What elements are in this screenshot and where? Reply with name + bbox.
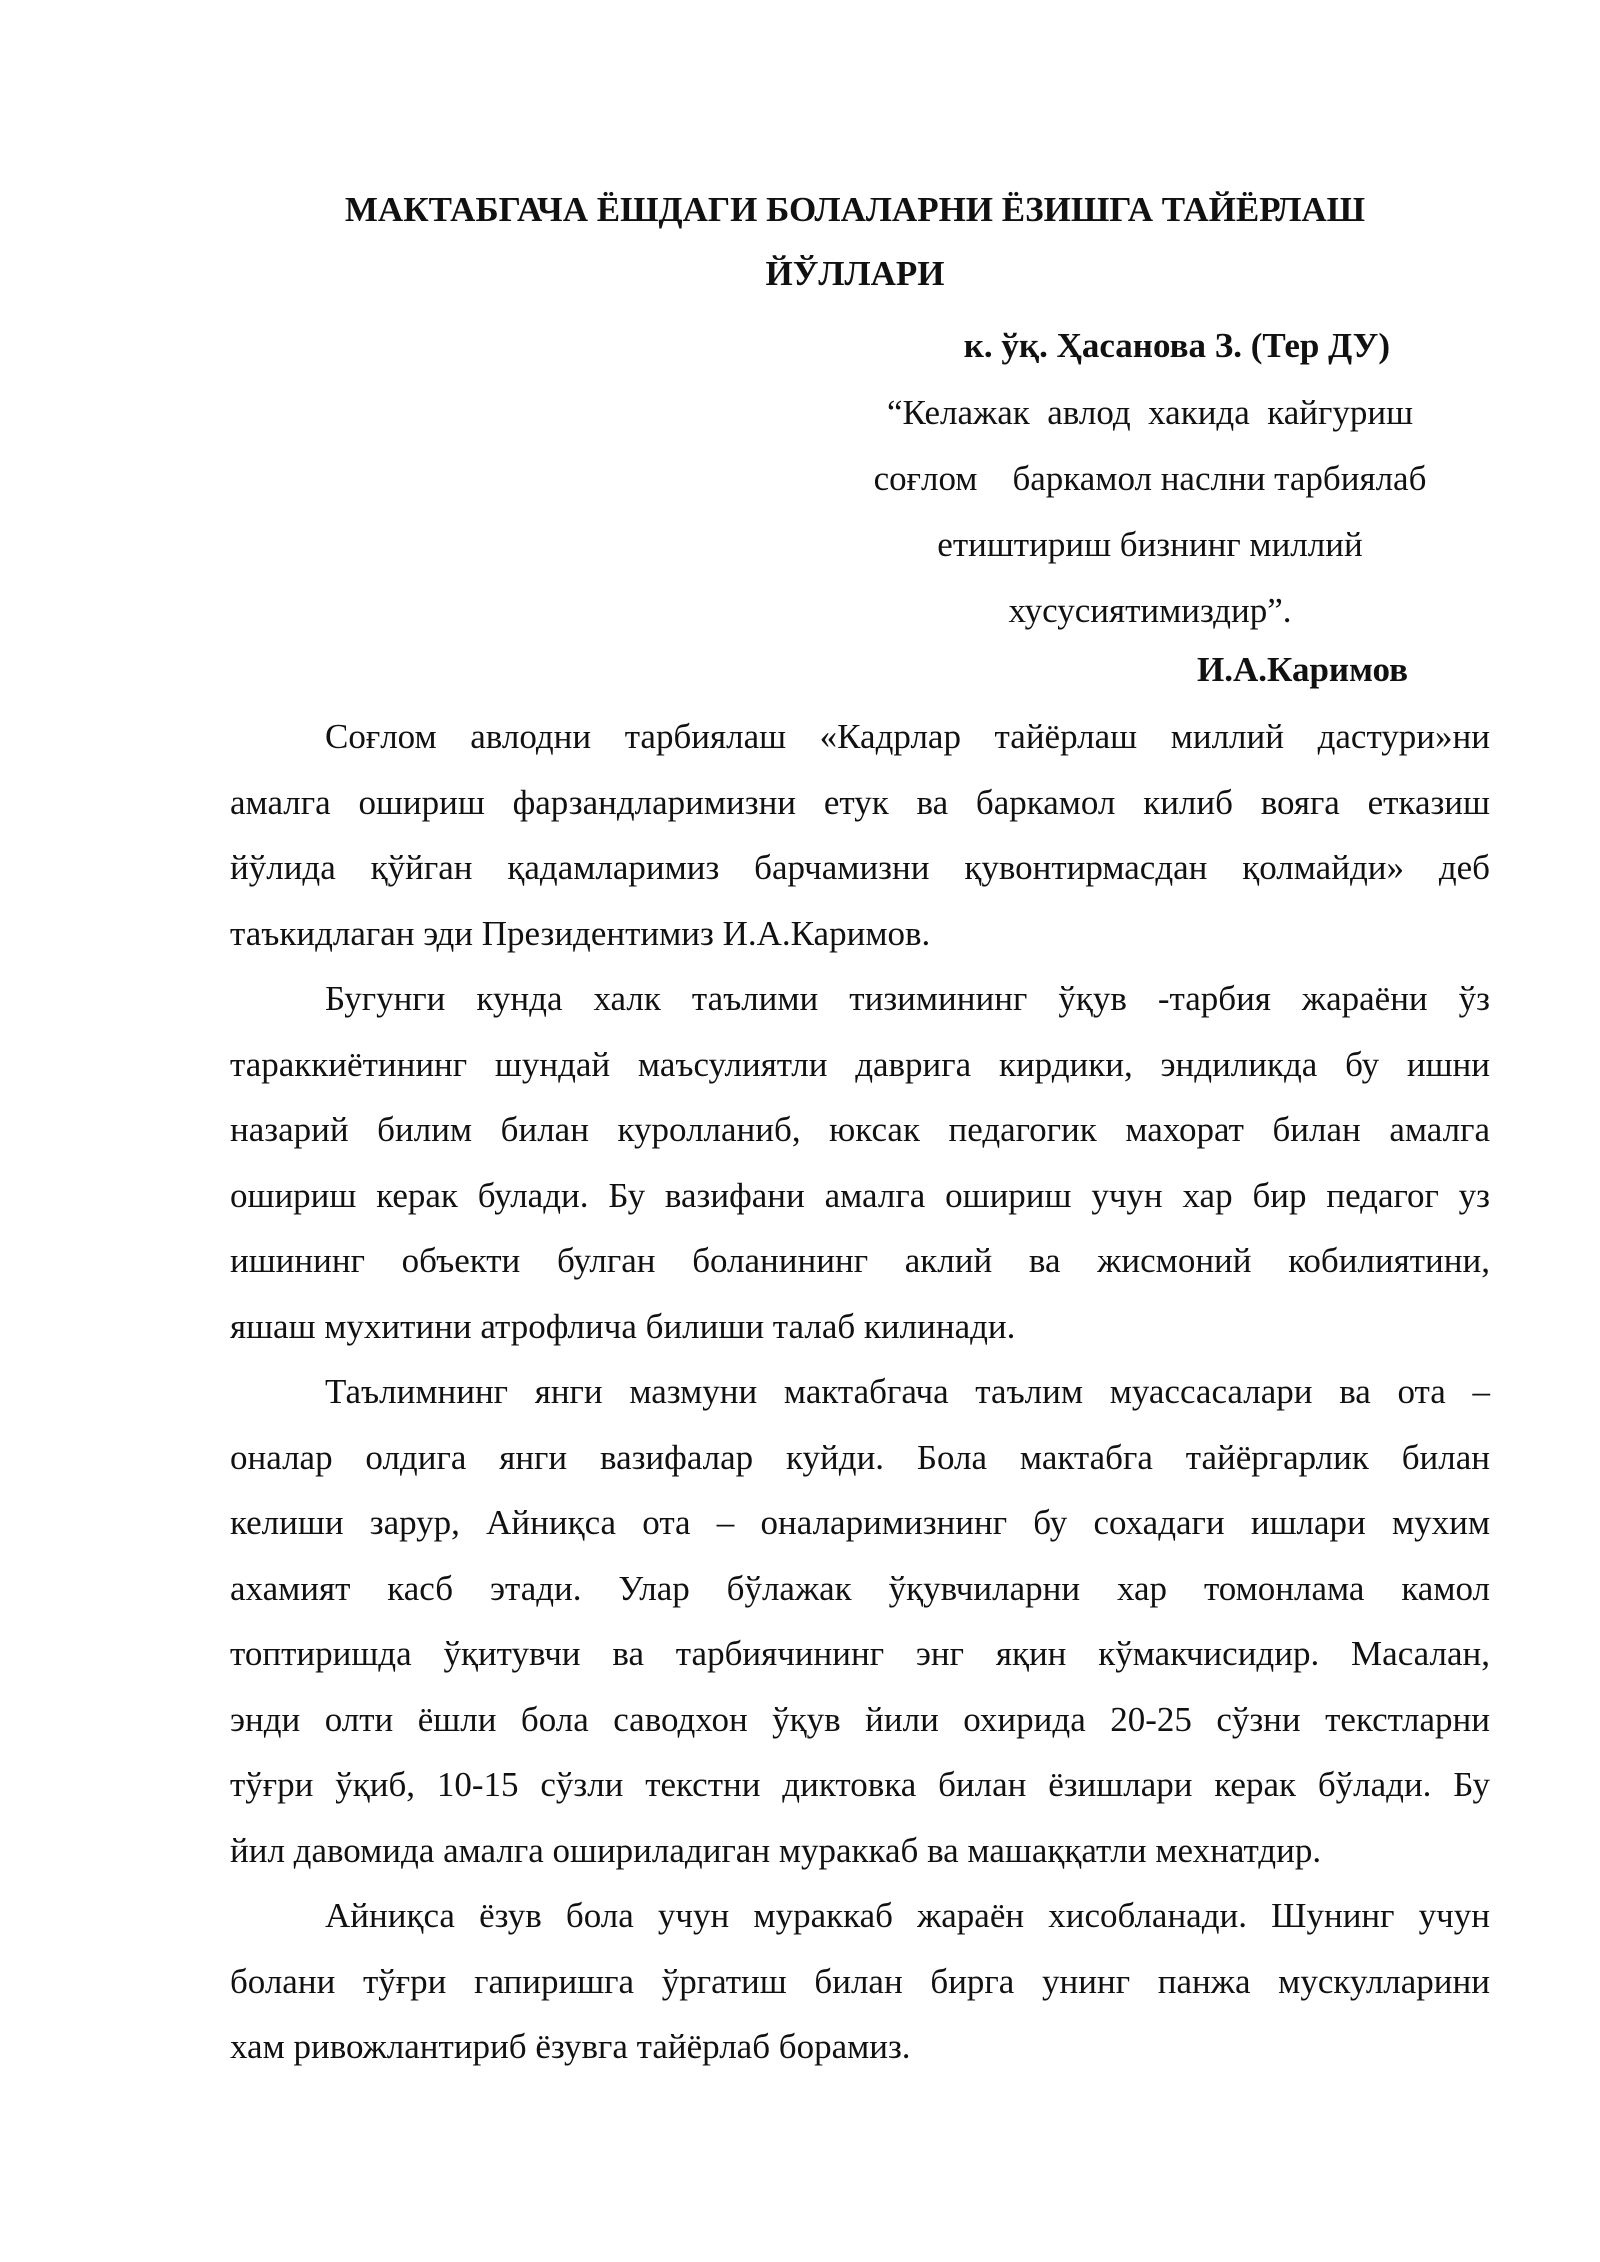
paragraph-2 <box>230 966 1490 1359</box>
paragraph-line: амалга ошириш фарзандларимизни етук ва баркамол килиб вояга етказиш <box>230 782 1490 822</box>
paragraph-line: ахамият касб этади. Улар бўлажак ўқувчиларни хар томонлама камол <box>230 1568 1490 1608</box>
paragraph-line: оналар олдига янги вазифалар куйди. Бола мактабга тайёргарлик билан <box>230 1437 1490 1477</box>
epigraph-line: “Келажак авлод хакида кайгуриш <box>886 393 1414 432</box>
epigraph-author: И.А.Каримов <box>1197 650 1408 689</box>
paragraph-line: келиши зарур, Айниқса ота – оналаримизнинг бу сохадаги ишлари мухим <box>230 1503 1490 1542</box>
body-text <box>230 704 1490 2080</box>
epigraph-line: етиштириш бизнинг миллий <box>937 525 1363 564</box>
paragraph-line: энди олти ёшли бола саводхон ўқув йили охирида 20-25 сўзни текстларни <box>230 1699 1490 1739</box>
paragraph-1 <box>230 704 1490 966</box>
paragraph-line: ошириш керак булади. Бу вазифани амалга ошириш учун хар бир педагог уз <box>230 1175 1490 1215</box>
paragraph-3 <box>230 1359 1490 1883</box>
paragraph-line: болани тўғри гапиришга ўргатиш билан бирга унинг панжа мускулларини <box>230 1961 1490 2001</box>
paragraph-line: яшаш мухитини атрофлича билиши талаб килинади. <box>230 1306 1016 1346</box>
paragraph-line: тараккиётининг шундай маъсулиятли даврига кирдики, эндиликда бу ишни <box>230 1044 1490 1084</box>
paragraph-line: Таълимнинг янги мазмуни мактабгача таълим муассасалари ва ота – <box>325 1372 1490 1411</box>
paragraph-line: таъкидлаган эди Президентимиз И.А.Каримов. <box>230 913 931 953</box>
paragraph-4 <box>230 1883 1490 2080</box>
title-line-1: МАКТАБГАЧА ЁШДАГИ БОЛАЛАРНИ ЁЗИШГА ТАЙЁРЛАШ <box>344 190 1366 229</box>
paragraph-line: Бугунги кунда халк таълими тизимининг ўқув -тарбия жараёни ўз <box>325 979 1490 1018</box>
paragraph-line: Соғлом авлодни тарбиялаш «Кадрлар тайёрлаш миллий дастури»ни <box>325 717 1490 756</box>
paragraph-line: назарий билим билан куролланиб, юксак педагогик махорат билан амалга <box>230 1110 1490 1149</box>
paragraph-line: ишининг объекти булган боланининг аклий ва жисмоний кобилиятини, <box>230 1241 1490 1280</box>
paragraph-line: хам ривожлантириб ёзувга тайёрлаб борамиз. <box>230 2027 911 2066</box>
paragraph-line: тўғри ўқиб, 10-15 сўзли текстни диктовка билан ёзишлари керак бўлади. Бу <box>230 1765 1490 1804</box>
document-title <box>230 178 1480 306</box>
epigraph-line: соғлом баркамол наслни тарбиялаб <box>873 459 1427 498</box>
title-line-2: ЙЎЛЛАРИ <box>765 254 945 293</box>
paragraph-line: топтиришда ўқитувчи ва тарбиячининг энг яқин кўмакчисидир. Масалан, <box>230 1634 1490 1673</box>
paragraph-line: йўлида қўйган қадамларимиз барчамизни қувонтирмасдан қолмайди» деб <box>230 848 1490 887</box>
epigraph-quote <box>840 380 1460 644</box>
epigraph-line: хусусиятимиздир”. <box>1008 591 1292 630</box>
paragraph-line: йил давомида амалга ошириладиган мураккаб ва машаққатли мехнатдир. <box>230 1830 1322 1870</box>
paragraph-line: Айниқса ёзув бола учун мураккаб жараён хисобланади. Шунинг учун <box>325 1896 1490 1935</box>
article-author: к. ўқ. Ҳасанова З. (Тер ДУ) <box>963 326 1390 365</box>
